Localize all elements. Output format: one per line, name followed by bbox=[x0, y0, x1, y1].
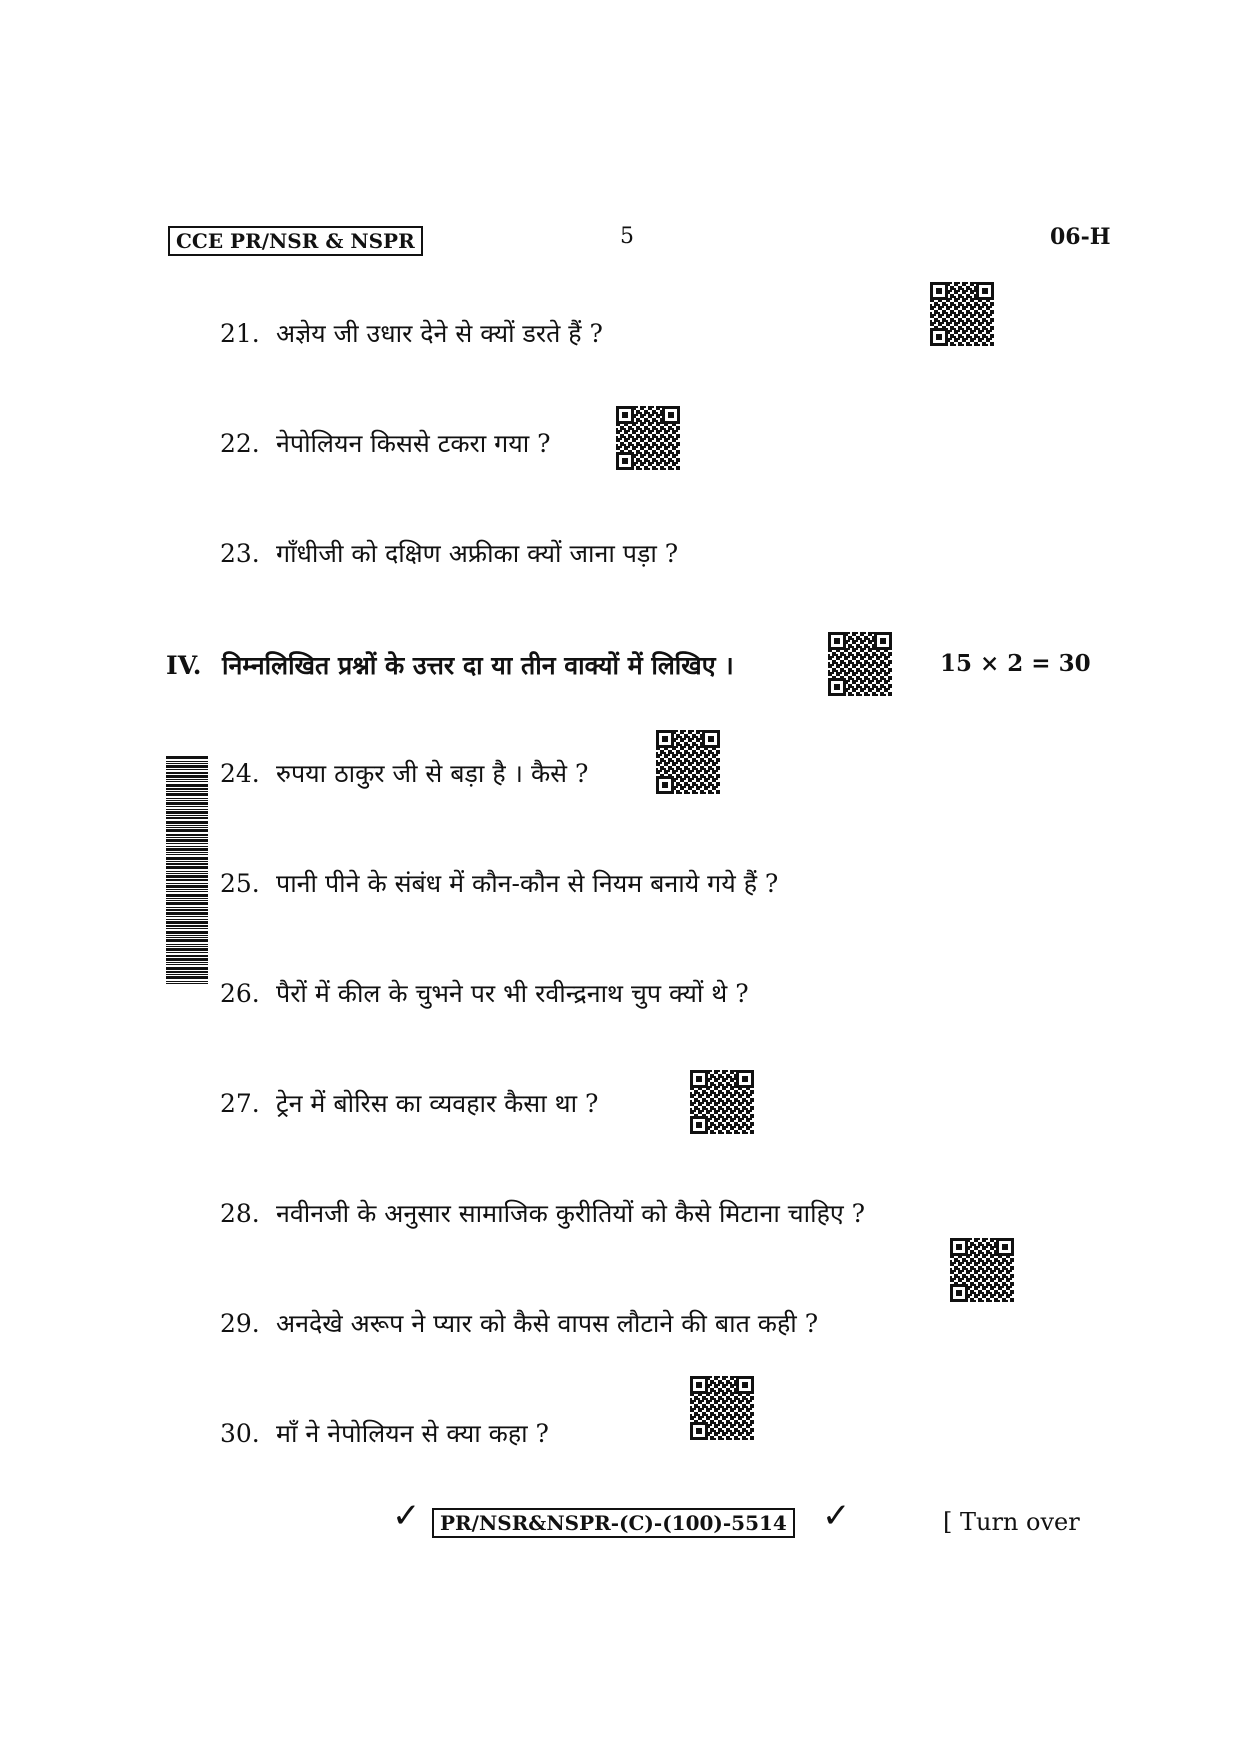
question-number: 24. bbox=[220, 759, 260, 788]
footer-code: PR/NSR&NSPR-(C)-(100)-5514 bbox=[432, 1508, 795, 1538]
page-number: 5 bbox=[620, 224, 634, 249]
question-number: 22. bbox=[220, 429, 260, 458]
question-text: अनदेखे अरूप ने प्यार को कैसे वापस लौटाने की बात कही ? bbox=[276, 1309, 819, 1338]
qr-code-icon bbox=[950, 1238, 1014, 1302]
question-number: 30. bbox=[220, 1419, 260, 1448]
question-26 bbox=[220, 976, 749, 1010]
qr-code-icon bbox=[690, 1376, 754, 1440]
question-22 bbox=[220, 426, 551, 460]
question-number: 29. bbox=[220, 1309, 260, 1338]
section-marks: 15 × 2 = 30 bbox=[940, 650, 1091, 677]
paper-code: 06-H bbox=[1050, 224, 1111, 250]
question-text: अज्ञेय जी उधार देने से क्यों डरते हैं ? bbox=[276, 319, 603, 348]
turn-over-label: [ Turn over bbox=[943, 1508, 1080, 1536]
question-29 bbox=[220, 1306, 818, 1340]
question-number: 26. bbox=[220, 979, 260, 1008]
section-instruction: निम्नलिखित प्रश्नों के उत्तर दा या तीन वाक्यों में लिखिए । bbox=[222, 651, 734, 680]
question-text: माँ ने नेपोलियन से क्या कहा ? bbox=[276, 1419, 549, 1448]
question-text: नेपोलियन किससे टकरा गया ? bbox=[276, 429, 551, 458]
question-number: 25. bbox=[220, 869, 260, 898]
question-text: रुपया ठाकुर जी से बड़ा है । कैसे ? bbox=[276, 759, 589, 788]
question-text: पानी पीने के संबंध में कौन-कौन से नियम बनाये गये हैं ? bbox=[276, 869, 779, 898]
qr-code-icon bbox=[656, 730, 720, 794]
qr-code-icon bbox=[828, 632, 892, 696]
question-27 bbox=[220, 1086, 598, 1120]
question-23 bbox=[220, 536, 678, 570]
tick-mark-icon: ✓ bbox=[822, 1496, 851, 1536]
barcode-icon bbox=[166, 756, 208, 984]
qr-code-icon bbox=[930, 282, 994, 346]
qr-code-icon bbox=[616, 406, 680, 470]
question-text: ट्रेन में बोरिस का व्यवहार कैसा था ? bbox=[276, 1089, 599, 1118]
question-text: नवीनजी के अनुसार सामाजिक कुरीतियों को कैसे मिटाना चाहिए ? bbox=[276, 1199, 866, 1228]
question-28 bbox=[220, 1196, 865, 1230]
question-number: 27. bbox=[220, 1089, 260, 1118]
question-30 bbox=[220, 1416, 549, 1450]
section-heading bbox=[166, 648, 734, 682]
tick-mark-icon: ✓ bbox=[392, 1496, 421, 1536]
section-roman: IV. bbox=[166, 651, 202, 680]
question-25 bbox=[220, 866, 778, 900]
question-21 bbox=[220, 316, 603, 350]
question-text: गाँधीजी को दक्षिण अफ्रीका क्यों जाना पड़ा ? bbox=[276, 539, 679, 568]
question-number: 23. bbox=[220, 539, 260, 568]
qr-code-icon bbox=[690, 1070, 754, 1134]
header-code: CCE PR/NSR & NSPR bbox=[168, 226, 423, 256]
question-number: 21. bbox=[220, 319, 260, 348]
question-text: पैरों में कील के चुभने पर भी रवीन्द्रनाथ चुप क्यों थे ? bbox=[276, 979, 749, 1008]
question-number: 28. bbox=[220, 1199, 260, 1228]
question-24 bbox=[220, 756, 588, 790]
